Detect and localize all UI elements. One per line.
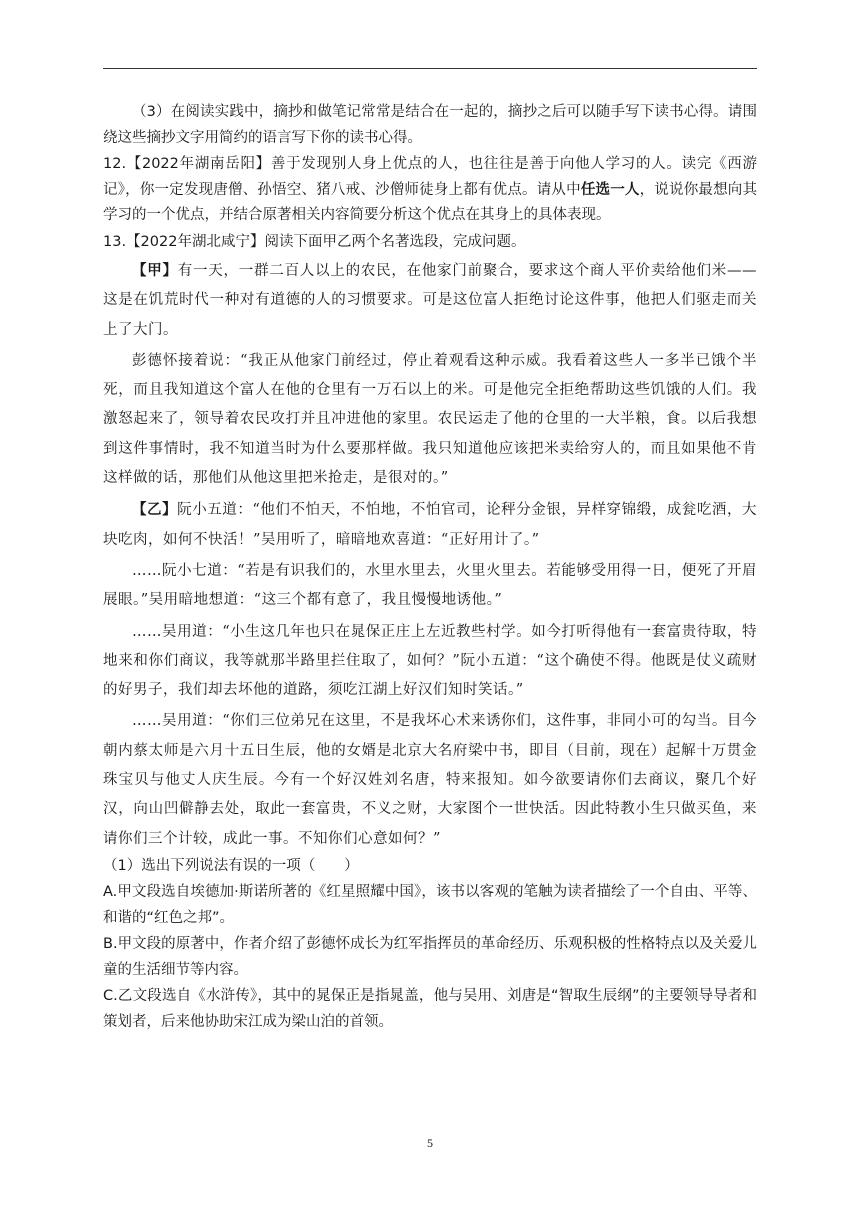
passage-yi-p1 [103, 495, 757, 555]
question-12-bold: 任选一人 [580, 181, 640, 198]
document-body [103, 100, 757, 1036]
header-rule [103, 68, 757, 69]
question-12-text [103, 152, 757, 229]
passage-jia-tag: 【甲】 [132, 262, 178, 279]
passage-yi-p1-text: 阮小五道：“他们不怕天，不怕地，不怕官司，论秤分金银，异样穿锦缎，成瓮吃酒，大块吃肉，如何不快活！”吴用听了，暗暗地欢喜道：“正好用计了。” [103, 502, 757, 548]
option-b: B.甲文段的原著中，作者介绍了彭德怀成长为红军指挥员的革命经历、乐观积极的性格特点以及关爱儿童的生活细节等内容。 [103, 936, 757, 978]
option-c: C.乙文段选自《水浒传》，其中的晁保正是指晁盖，他与吴用、刘唐是“智取生辰纲”的主要领导导者和策划者，后来他协助宋江成为梁山泊的首领。 [103, 988, 757, 1030]
subquestion-1: （1）选出下列说法有误的一项（ ） [103, 857, 359, 874]
question-12-post: ，说说你最想向其学习的一个优点，并结合原著相关内容简要分析这个优点在其身上的具体表现。 [103, 181, 758, 223]
passage-jia-p2: 彭德怀接着说：“我正从他家门前经过，停止着观看这种示威。我看着这些人一多半已饿个半死，而且我知道这个富人在他的仓里有一万石以上的米。可是他完全拒绝帮助这些饥饿的人们。我激怒起来了，领导着农民攻打并且冲进他的家里。农民运走了他的仓里的一大半粮，食。以后我想到这件事情时，我不知道当时为什么要那样做。我只知道他应该把米卖给穷人的，而且如果他不肯这样做的话，那他们从他这里把米抢走，是很对的。” [103, 352, 757, 487]
passage-yi-tag: 【乙】 [132, 501, 178, 519]
page-number: 5 [427, 1136, 433, 1150]
passage-jia-p1 [103, 256, 757, 345]
passage-yi-p3: ……吴用道：“小生这几年也只在晁保正庄上左近教些村学。如今打听得他有一套富贵待取，特地来和你们商议，我等就那半路里拦住取了，如何？”阮小五道：“这个确使不得。他既是仗义疏财的好男子，我们却去坏他的道路，须吃江湖上好汉们知时笑话。” [103, 623, 757, 699]
passage-yi-p2: ……阮小七道：“若是有识我们的，水里水里去，火里火里去。若能够受用得一日，便死了开眉展眼。”吴用暗地想道：“这三个都有意了，我且慢慢地诱他。” [103, 562, 757, 609]
question-13-text: 13.【2022年湖北咸宁】阅读下面甲乙两个名著选段，完成问题。 [103, 233, 526, 250]
passage-yi-p4: ……吴用道：“你们三位弟兄在这里，不是我坏心术来诱你们，这件事，非同小可的勾当。目今朝内蔡太师是六月十五日生辰，他的女婿是北京大名府梁中书，即目（目前，现在）起解十万贯金珠宝贝与他丈人庆生辰。今有一个好汉姓刘名唐，特来报知。如今欲要请你们去商议，聚几个好汉，向山凹僻静去处，取此一套富贵，不义之财，大家图个一世快活。因此特教小生只做买鱼，来请你们三个计较，成此一事。不知你们心意如何？” [103, 713, 757, 847]
question-3-3-text: （3）在阅读实践中，摘抄和做笔记常常是结合在一起的，摘抄之后可以随手写下读书心得。请围绕这些摘抄文字用简约的语言写下你的读书心得。 [103, 104, 757, 146]
question-12-pre: 12.【2022年湖南岳阳】善于发现别人身上优点的人，也往往是善于向他人学习的人。读完《西游记》，你一定发现唐僧、孙悟空、猪八戒、沙僧师徒身上都有优点。请从中 [103, 156, 757, 198]
passage-jia-p1-text: 有一天，一群二百人以上的农民，在他家门前聚合，要求这个商人平价卖给他们米——这是在饥荒时代一种对有道德的人的习惯要求。可是这位富人拒绝讨论这件事，他把人们驱走而关上了大门。 [103, 263, 758, 338]
option-a: A.甲文段选自埃德加·斯诺所著的《红星照耀中国》，该书以客观的笔触为读者描绘了一个自由、平等、和谐的“红色之邦”。 [103, 884, 757, 926]
